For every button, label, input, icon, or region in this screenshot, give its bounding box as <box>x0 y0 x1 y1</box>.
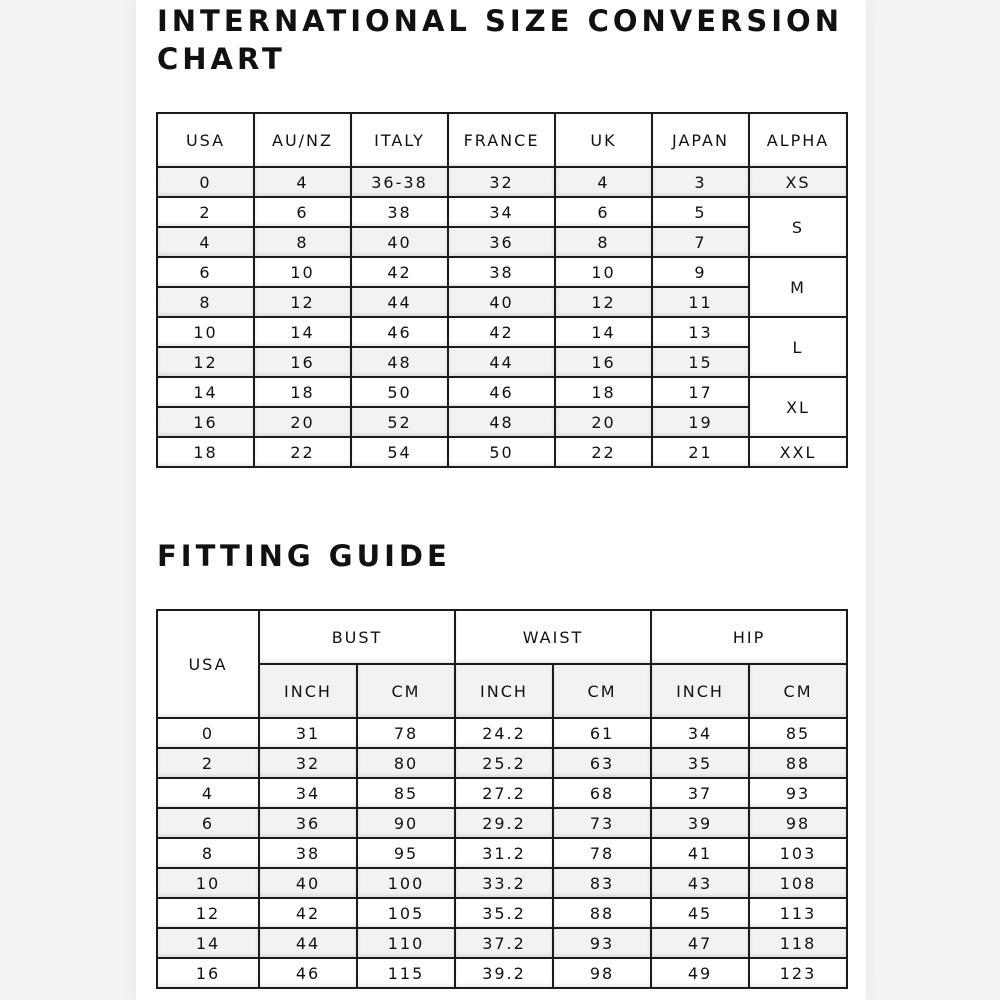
table-cell: 40 <box>259 868 357 898</box>
table-cell: 42 <box>448 317 555 347</box>
table-cell: 2 <box>157 197 254 227</box>
table-cell: 46 <box>351 317 448 347</box>
header-france: FRANCE <box>448 113 555 167</box>
table-cell: 78 <box>553 838 651 868</box>
table-cell: 10 <box>254 257 351 287</box>
table-cell: 98 <box>749 808 847 838</box>
header-waist: WAIST <box>455 610 651 664</box>
table-cell: 103 <box>749 838 847 868</box>
table-cell: 83 <box>553 868 651 898</box>
table-cell: 6 <box>157 808 259 838</box>
table-cell: 36 <box>259 808 357 838</box>
table-cell: 12 <box>157 898 259 928</box>
table-cell: 123 <box>749 958 847 988</box>
table-cell: 6 <box>555 197 652 227</box>
table-cell: 85 <box>357 778 455 808</box>
table-cell: 98 <box>553 958 651 988</box>
fitting-guide-table <box>156 609 848 989</box>
table-cell: 95 <box>357 838 455 868</box>
table-cell: 18 <box>157 437 254 467</box>
table-cell: 115 <box>357 958 455 988</box>
table-cell: 73 <box>553 808 651 838</box>
table-cell: 47 <box>651 928 749 958</box>
table-row <box>157 718 847 748</box>
table-row <box>157 377 847 407</box>
table-cell: 25.2 <box>455 748 553 778</box>
table-row <box>157 347 847 377</box>
header-usa: USA <box>157 113 254 167</box>
table-cell: 18 <box>555 377 652 407</box>
table-cell: 48 <box>351 347 448 377</box>
table-cell: 63 <box>553 748 651 778</box>
table-cell: 44 <box>448 347 555 377</box>
table-cell: 118 <box>749 928 847 958</box>
unit-header: INCH <box>651 664 749 718</box>
header-bust: BUST <box>259 610 455 664</box>
table-cell: 13 <box>652 317 749 347</box>
alpha-cell: M <box>749 257 847 317</box>
conversion-chart-title: INTERNATIONAL SIZE CONVERSION CHART <box>157 4 843 76</box>
header-hip: HIP <box>651 610 847 664</box>
table-cell: 52 <box>351 407 448 437</box>
table-cell: 93 <box>749 778 847 808</box>
table-cell: 36-38 <box>351 167 448 197</box>
table-cell: 20 <box>254 407 351 437</box>
unit-header: CM <box>553 664 651 718</box>
table-cell: 38 <box>351 197 448 227</box>
table-cell: 31.2 <box>455 838 553 868</box>
table-cell: 90 <box>357 808 455 838</box>
table-cell: 16 <box>157 407 254 437</box>
table-cell: 34 <box>259 778 357 808</box>
table-cell: 50 <box>351 377 448 407</box>
table-cell: 8 <box>254 227 351 257</box>
table-cell: 42 <box>259 898 357 928</box>
table-cell: 85 <box>749 718 847 748</box>
table-cell: 32 <box>448 167 555 197</box>
unit-header: CM <box>749 664 847 718</box>
table-cell: 12 <box>555 287 652 317</box>
table-cell: 50 <box>448 437 555 467</box>
table-cell: 8 <box>157 287 254 317</box>
table-cell: 10 <box>157 868 259 898</box>
table-cell: 0 <box>157 718 259 748</box>
unit-header: INCH <box>455 664 553 718</box>
table-cell: 40 <box>448 287 555 317</box>
table-cell: 42 <box>351 257 448 287</box>
table-cell: 35 <box>651 748 749 778</box>
table-cell: 4 <box>157 778 259 808</box>
table-cell: 14 <box>157 377 254 407</box>
table-cell: 38 <box>448 257 555 287</box>
table-row <box>157 317 847 347</box>
header-uk: UK <box>555 113 652 167</box>
table-cell: 20 <box>555 407 652 437</box>
table-cell: 46 <box>259 958 357 988</box>
table-cell: 108 <box>749 868 847 898</box>
table-cell: 9 <box>652 257 749 287</box>
table-cell: 38 <box>259 838 357 868</box>
table-cell: 19 <box>652 407 749 437</box>
table-cell: 4 <box>157 227 254 257</box>
table-cell: 110 <box>357 928 455 958</box>
table-cell: 44 <box>259 928 357 958</box>
alpha-cell: XXL <box>749 437 847 467</box>
table-cell: 3 <box>652 167 749 197</box>
table-cell: 88 <box>553 898 651 928</box>
table-cell: 15 <box>652 347 749 377</box>
table-cell: 31 <box>259 718 357 748</box>
table-cell: 41 <box>651 838 749 868</box>
alpha-cell: XS <box>749 167 847 197</box>
table-row <box>157 407 847 437</box>
table-row <box>157 227 847 257</box>
table-cell: 4 <box>555 167 652 197</box>
table-cell: 33.2 <box>455 868 553 898</box>
table-cell: 8 <box>555 227 652 257</box>
table-header-row <box>157 113 847 167</box>
table-row <box>157 287 847 317</box>
table-cell: 43 <box>651 868 749 898</box>
fitting-guide-title: FITTING GUIDE <box>157 539 451 573</box>
table-row <box>157 838 847 868</box>
table-row <box>157 958 847 988</box>
table-cell: 12 <box>157 347 254 377</box>
table-cell: 11 <box>652 287 749 317</box>
table-cell: 37 <box>651 778 749 808</box>
table-cell: 29.2 <box>455 808 553 838</box>
table-row <box>157 808 847 838</box>
table-cell: 105 <box>357 898 455 928</box>
table-cell: 27.2 <box>455 778 553 808</box>
table-cell: 32 <box>259 748 357 778</box>
table-cell: 4 <box>254 167 351 197</box>
table-cell: 16 <box>555 347 652 377</box>
table-cell: 18 <box>254 377 351 407</box>
table-row <box>157 197 847 227</box>
unit-header-row <box>157 664 847 718</box>
alpha-cell: XL <box>749 377 847 437</box>
alpha-cell: S <box>749 197 847 257</box>
table-cell: 78 <box>357 718 455 748</box>
table-cell: 14 <box>254 317 351 347</box>
table-cell: 6 <box>254 197 351 227</box>
table-cell: 22 <box>555 437 652 467</box>
header-usa: USA <box>157 610 259 718</box>
table-cell: 68 <box>553 778 651 808</box>
table-cell: 40 <box>351 227 448 257</box>
table-cell: 37.2 <box>455 928 553 958</box>
table-cell: 48 <box>448 407 555 437</box>
table-cell: 14 <box>555 317 652 347</box>
header-japan: JAPAN <box>652 113 749 167</box>
table-cell: 21 <box>652 437 749 467</box>
header-italy: ITALY <box>351 113 448 167</box>
table-cell: 7 <box>652 227 749 257</box>
table-row <box>157 437 847 467</box>
table-cell: 16 <box>254 347 351 377</box>
table-cell: 36 <box>448 227 555 257</box>
table-cell: 6 <box>157 257 254 287</box>
header-au-nz: AU/NZ <box>254 113 351 167</box>
table-cell: 88 <box>749 748 847 778</box>
table-cell: 35.2 <box>455 898 553 928</box>
table-cell: 61 <box>553 718 651 748</box>
table-cell: 46 <box>448 377 555 407</box>
table-cell: 2 <box>157 748 259 778</box>
alpha-cell: L <box>749 317 847 377</box>
unit-header: INCH <box>259 664 357 718</box>
table-cell: 39 <box>651 808 749 838</box>
group-header-row <box>157 610 847 664</box>
table-cell: 39.2 <box>455 958 553 988</box>
table-row <box>157 257 847 287</box>
table-cell: 113 <box>749 898 847 928</box>
table-cell: 34 <box>651 718 749 748</box>
table-row <box>157 868 847 898</box>
table-cell: 12 <box>254 287 351 317</box>
table-row <box>157 898 847 928</box>
table-cell: 10 <box>555 257 652 287</box>
table-cell: 17 <box>652 377 749 407</box>
table-cell: 0 <box>157 167 254 197</box>
table-row <box>157 167 847 197</box>
table-cell: 24.2 <box>455 718 553 748</box>
table-cell: 22 <box>254 437 351 467</box>
table-row <box>157 748 847 778</box>
table-cell: 14 <box>157 928 259 958</box>
table-cell: 45 <box>651 898 749 928</box>
table-cell: 54 <box>351 437 448 467</box>
header-alpha: ALPHA <box>749 113 847 167</box>
table-row <box>157 928 847 958</box>
table-cell: 100 <box>357 868 455 898</box>
table-cell: 44 <box>351 287 448 317</box>
table-cell: 80 <box>357 748 455 778</box>
table-cell: 16 <box>157 958 259 988</box>
table-cell: 34 <box>448 197 555 227</box>
table-cell: 10 <box>157 317 254 347</box>
table-row <box>157 778 847 808</box>
unit-header: CM <box>357 664 455 718</box>
table-cell: 49 <box>651 958 749 988</box>
size-conversion-table <box>156 112 848 468</box>
table-cell: 93 <box>553 928 651 958</box>
table-cell: 5 <box>652 197 749 227</box>
table-cell: 8 <box>157 838 259 868</box>
